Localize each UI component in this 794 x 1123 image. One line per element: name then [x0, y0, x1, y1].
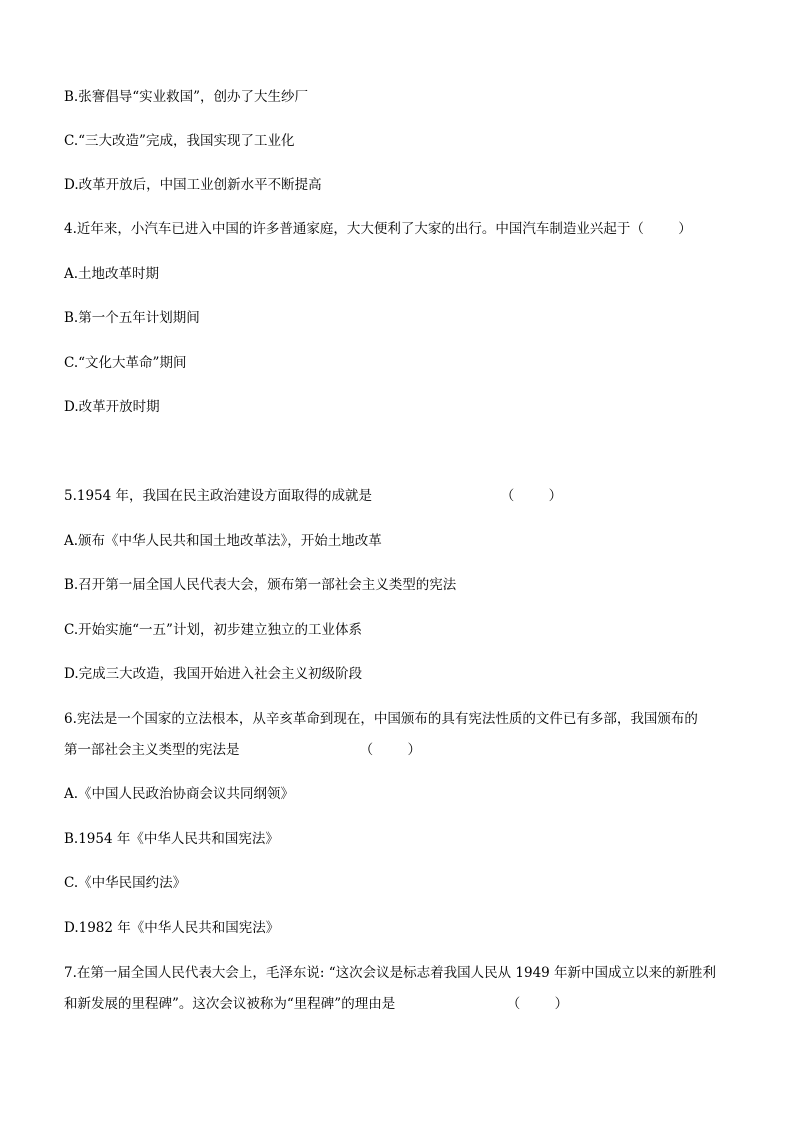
q3-option-d: D.改革开放后，中国工业创新水平不断提高: [64, 177, 322, 193]
q4-option-d: D.改革开放时期: [64, 399, 160, 415]
q7-stem-line1: 7.在第一届全国人民代表大会上，毛泽东说: “这次会议是标志着我国人民从 1949 年新中国成立以来的新胜利: [64, 965, 717, 981]
q6-stem-line1: 6.宪法是一个国家的立法根本，从辛亥革命到现在，中国颁布的具有宪法性质的文件已有多部，我国颁布的: [64, 711, 698, 727]
q6-stem-line2: 第一部社会主义类型的宪法是 （ ）: [64, 742, 421, 758]
q4-option-b: B.第一个五年计划期间: [64, 310, 200, 326]
q5-option-a: A.颁布《中华人民共和国土地改革法》，开始土地改革: [64, 533, 382, 549]
q4-option-a: A.土地改革时期: [64, 266, 160, 282]
q4-stem: 4.近年来，小汽车已进入中国的许多普通家庭，大大便利了大家的出行。中国汽车制造业兴起于（ ）: [64, 221, 692, 237]
q6-option-a: A.《中国人民政治协商会议共同纲领》: [64, 786, 295, 802]
q5-option-c: C.开始实施“一五”计划，初步建立独立的工业体系: [64, 622, 362, 638]
q3-option-b: B.张謇倡导“实业救国”，创办了大生纱厂: [64, 89, 309, 105]
q6-option-d: D.1982 年《中华人民共和国宪法》: [64, 920, 280, 936]
q6-option-b: B.1954 年《中华人民共和国宪法》: [64, 831, 279, 847]
q5-option-b: B.召开第一届全国人民代表大会，颁布第一部社会主义类型的宪法: [64, 577, 457, 593]
q4-option-c: C.“文化大革命”期间: [64, 355, 187, 371]
q6-option-c: C.《中华民国约法》: [64, 875, 187, 891]
q5-stem: 5.1954 年，我国在民主政治建设方面取得的成就是 （ ）: [64, 488, 563, 504]
q5-option-d: D.完成三大改造，我国开始进入社会主义初级阶段: [64, 666, 363, 682]
q7-stem-line2: 和新发展的里程碑”。这次会议被称为“里程碑”的理由是 （ ）: [64, 996, 569, 1012]
q3-option-c: C.“三大改造”完成，我国实现了工业化: [64, 133, 295, 149]
